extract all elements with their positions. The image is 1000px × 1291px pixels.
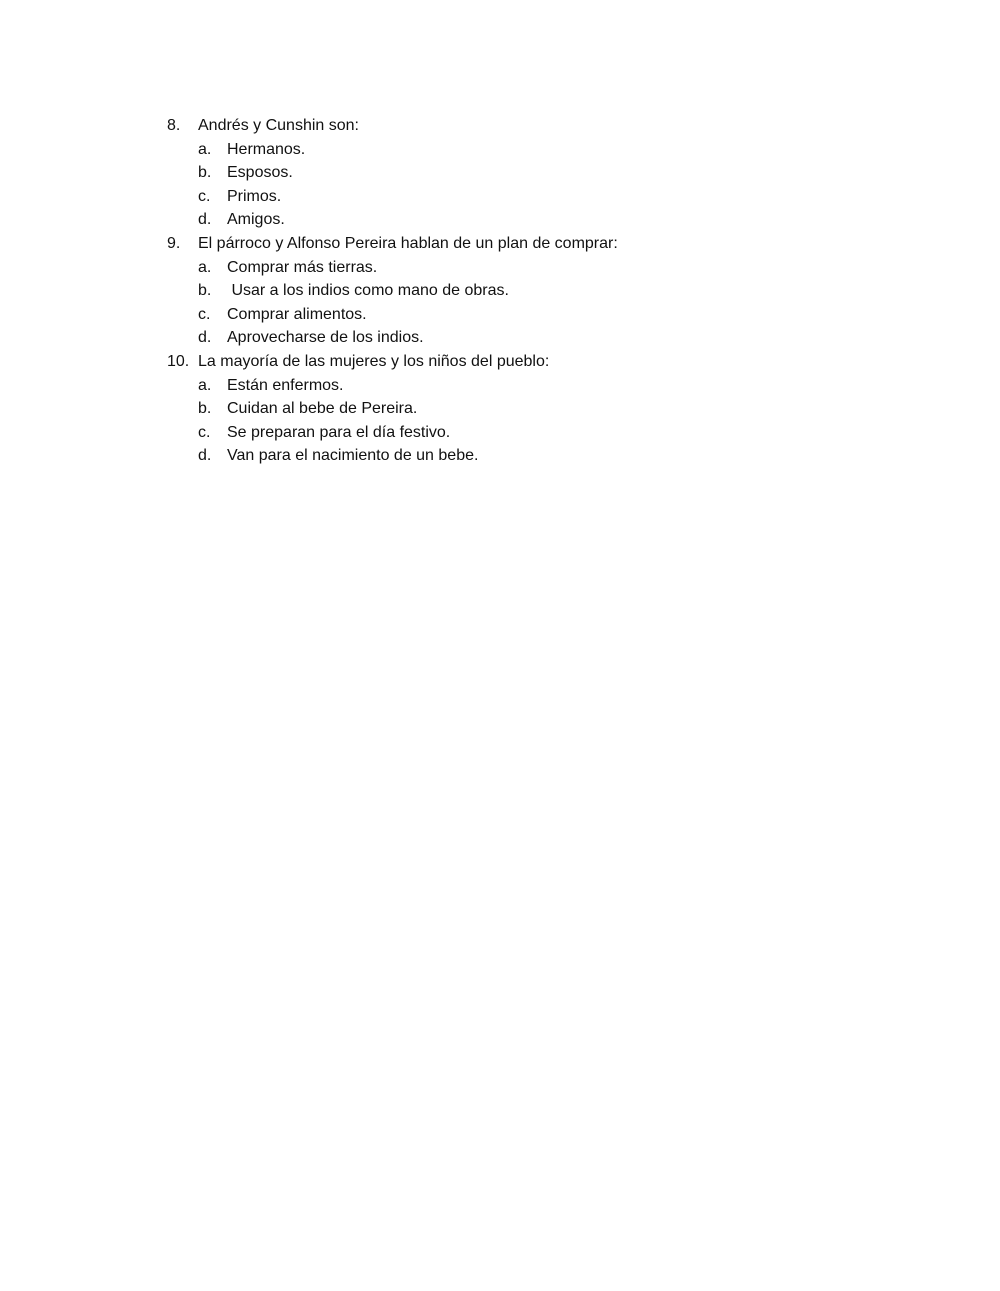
option-text: Usar a los indios como mano de obras. <box>227 282 509 300</box>
question-line <box>167 350 867 374</box>
question-list <box>167 114 867 468</box>
option-letter: d. <box>198 329 212 347</box>
option-item <box>167 138 867 162</box>
question-number: 8. <box>167 117 181 134</box>
question-number: 10. <box>167 352 190 370</box>
option-item <box>167 421 867 445</box>
option-text: Van para el nacimiento de un bebe. <box>227 447 479 465</box>
option-item <box>167 326 867 350</box>
question-9 <box>167 232 867 350</box>
option-item <box>167 374 867 398</box>
option-letter: c. <box>198 187 211 205</box>
question-text: El párroco y Alfonso Pereira hablan de un plan de comprar: <box>198 234 618 252</box>
option-letter: c. <box>198 423 211 441</box>
option-letter: c. <box>198 305 211 323</box>
option-text: Esposos. <box>227 164 293 182</box>
option-text: Están enfermos. <box>227 376 344 394</box>
option-text: Hermanos. <box>227 140 306 158</box>
option-letter: b. <box>198 164 212 182</box>
option-letter: b. <box>198 400 212 418</box>
option-item <box>167 303 867 327</box>
option-text: Aprovecharse de los indios. <box>227 329 424 347</box>
option-letter: b. <box>198 282 212 300</box>
option-text: Amigos. <box>227 211 285 229</box>
option-item <box>167 208 867 232</box>
option-item <box>167 161 867 185</box>
question-10 <box>167 350 867 468</box>
option-item <box>167 256 867 280</box>
option-item <box>167 185 867 209</box>
question-text: La mayoría de las mujeres y los niños del pueblo: <box>198 352 550 370</box>
question-text: Andrés y Cunshin son: <box>198 117 359 134</box>
option-letter: d. <box>198 447 212 465</box>
question-8 <box>167 114 867 232</box>
option-letter: d. <box>198 211 212 229</box>
question-line <box>167 232 867 256</box>
option-letter: a. <box>198 258 212 276</box>
option-text: Primos. <box>227 187 282 205</box>
option-letter: a. <box>198 376 212 394</box>
question-number: 9. <box>167 234 181 252</box>
option-text: Cuidan al bebe de Pereira. <box>227 400 418 418</box>
option-item <box>167 444 867 468</box>
option-text: Comprar más tierras. <box>227 258 378 276</box>
option-text: Se preparan para el día festivo. <box>227 423 451 441</box>
option-item <box>167 397 867 421</box>
option-item <box>167 279 867 303</box>
option-text: Comprar alimentos. <box>227 305 367 323</box>
question-line <box>167 114 867 138</box>
option-letter: a. <box>198 140 212 158</box>
